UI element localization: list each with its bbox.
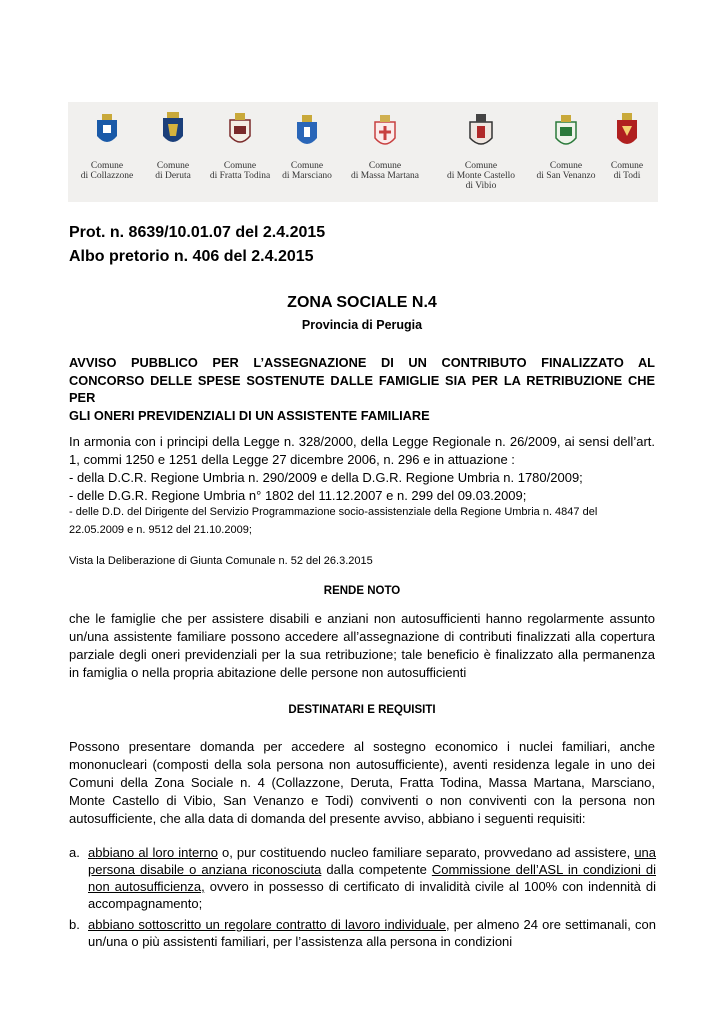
requisito-text: dalla competente (321, 862, 432, 877)
requisito-underlined: Commissione dell’ASL in condizioni di non autosufficienza, (88, 862, 656, 894)
deruta-crest-icon (159, 110, 187, 150)
rende-noto-heading: RENDE NOTO (323, 585, 401, 597)
requisito-text: o, pur costituendo nucleo familiare separato, provvedano ad assistere, (217, 845, 635, 860)
armonia-paragraph: In armonia con i principi della Legge n. 328/2000, della Legge Regionale n. 26/2009, ai sensi dell’art. 1, commi 1250 e 1251 della Legge 27 dicembre 2006, n. 296 e in attuazione : (69, 434, 655, 467)
municipality-todi (584, 110, 670, 181)
armonia-bullet: 22.05.2009 e n. 9512 del 21.10.2009; (69, 524, 252, 536)
municipality-label: Comune di Deruta (155, 161, 191, 181)
armonia-bullet: - delle D.G.R. Regione Umbria n° 1802 del 11.12.2007 e n. 299 del 09.03.2009; (69, 488, 527, 503)
municipality-label: Comune di Monte Castello di Vibio (446, 161, 516, 191)
municipality-label: Comune di Collazzone (80, 161, 134, 181)
requisito-text: , per almeno 24 ore settimanali, con un/una o più assistenti familiari, per l’assistenza alla persona in condizioni (88, 917, 656, 949)
requisito-b (69, 916, 656, 950)
requisito-underlined: abbiano sottoscritto un regolare contratto di lavoro individuale (88, 917, 446, 932)
vista-line: Vista la Deliberazione di Giunta Comunale n. 52 del 26.3.2015 (69, 555, 373, 567)
avviso-title-line: GLI ONERI PREVIDENZIALI DI UN ASSISTENTE FAMILIARE (69, 407, 430, 423)
armonia-bullet: - delle D.D. del Dirigente del Servizio Programmazione socio-assistenziale della Regione Umbria n. 4847 del (69, 506, 598, 518)
destinatari-heading: DESTINATARI E REQUISITI (288, 704, 436, 716)
san-venanzo-crest-icon (552, 110, 580, 150)
list-marker: a. (69, 845, 80, 860)
municipality-marsciano (264, 110, 350, 181)
collazzone-crest-icon (93, 110, 121, 150)
monte-castello-crest-icon (467, 110, 495, 150)
municipalities-header (68, 102, 658, 202)
massa-martana-crest-icon (371, 110, 399, 150)
municipality-massa-martana (342, 110, 428, 181)
avviso-title (69, 354, 655, 424)
marsciano-crest-icon (293, 110, 321, 150)
protocol-number: Prot. n. 8639/10.01.07 del 2.4.2015 (69, 224, 326, 241)
municipality-label: Comune di Marsciano (282, 161, 332, 181)
requisito-text: ovvero in possesso di certificato di invalidità civile al 100% con indennità di accompagnamento; (88, 879, 656, 911)
zona-sociale-title: ZONA SOCIALE N.4 (287, 294, 437, 311)
requisito-a (69, 844, 657, 912)
fratta-todina-crest-icon (226, 110, 254, 150)
municipality-label: Comune di Massa Martana (350, 161, 420, 181)
armonia-bullet: - della D.C.R. Regione Umbria n. 290/2009 e della D.G.R. Regione Umbria n. 1780/2009; (69, 470, 583, 485)
albo-pretorio-number: Albo pretorio n. 406 del 2.4.2015 (69, 248, 314, 265)
destinatari-paragraph: Possono presentare domanda per accedere al sostegno economico i nuclei familiari, anche mononucleari (composti della sola persona non autosufficiente), aventi residenza legale in uno dei Comuni della Zona Sociale n. 4 (Collazzone, Deruta, Fratta Todina, Massa Martana, Marsciano, Monte Castello di Vibio, San Venanzo e Todi) conviventi o non conviventi con la persona non autosufficiente, che alla data di domanda del presente avviso, abbiano i seguenti requisiti: (69, 739, 655, 826)
requisito-underlined: una persona disabile o anziana riconosciuta (88, 845, 657, 877)
avviso-title-line: CONCORSO DELLE SPESE SOSTENUTE DALLE FAMIGLIE SIA PER LA RETRIBUZIONE CHE PER (69, 372, 655, 406)
municipality-label: Comune di Fratta Todina (209, 161, 271, 181)
avviso-title-line: AVVISO PUBBLICO PER L’ASSEGNAZIONE DI UN CONTRIBUTO FINALIZZATO AL (69, 355, 655, 370)
list-marker: b. (69, 917, 80, 932)
rende-noto-paragraph: che le famiglie che per assistere disabili e anziani non autosufficienti hanno regolarmente assunto un/una assistente familiare possono accedere all’assegnazione di contributi finalizzati alla copertura parziale degli oneri previdenziali per la sua retribuzione; tale beneficio è finalizzato alla permanenza in famiglia o nella propria abitazione delle persone non autosufficienti (69, 611, 655, 680)
requisito-underlined: abbiano al loro interno (88, 845, 218, 860)
provincia-subtitle: Provincia di Perugia (301, 318, 423, 332)
municipality-label: Comune di Todi (610, 161, 644, 181)
todi-crest-icon (613, 110, 641, 150)
municipality-monte-castello (438, 110, 524, 191)
municipality-label: Comune di San Venanzo (536, 161, 596, 181)
